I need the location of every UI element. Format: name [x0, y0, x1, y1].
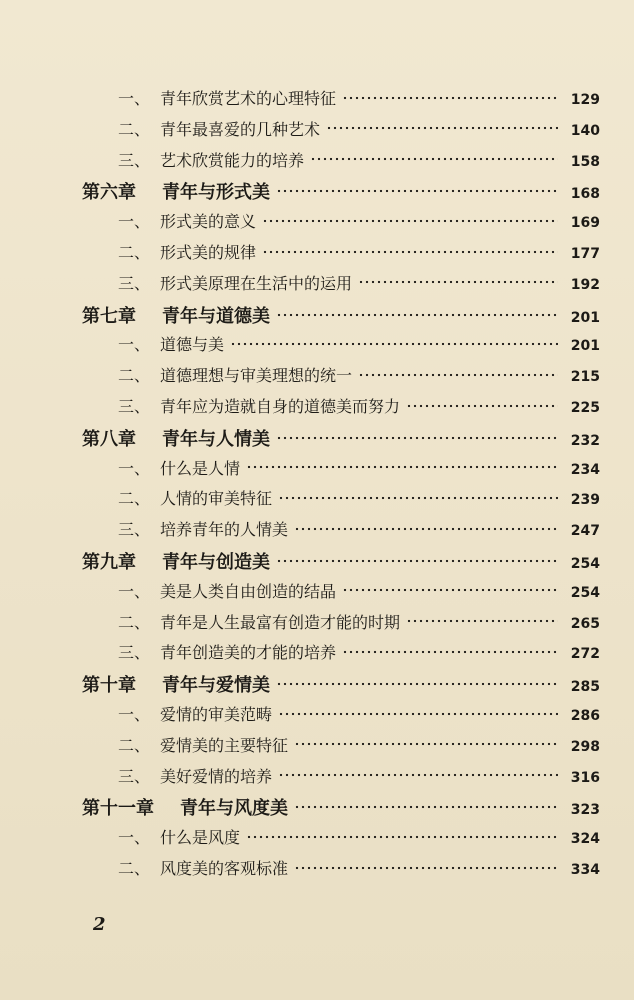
section-title: 青年欣赏艺术的心理特征 [160, 89, 337, 108]
section-number: 三、 [118, 520, 151, 540]
chapter-number: 第六章 [82, 182, 136, 204]
toc-section-row [0, 271, 600, 294]
section-number: 二、 [118, 735, 151, 755]
section-title: 青年创造美的才能的培养 [160, 643, 337, 663]
toc-section-row [0, 856, 600, 879]
toc-page-number: 265 [570, 615, 600, 632]
toc-page-number: 215 [570, 369, 600, 386]
toc-section-row [0, 486, 600, 509]
toc-section-row [0, 456, 600, 479]
section-number: 三、 [118, 150, 151, 170]
toc-section-row [0, 610, 600, 633]
toc-page-number: 232 [570, 432, 600, 449]
toc-section-row [0, 148, 600, 171]
dot-leader [294, 866, 558, 870]
dot-leader [262, 219, 558, 223]
toc-page-number: 323 [570, 802, 600, 819]
toc-page-number: 158 [570, 153, 600, 170]
dot-leader [310, 157, 558, 161]
toc-chapter-row [0, 794, 600, 820]
toc-page-number: 169 [570, 215, 600, 232]
page-number: 2 [93, 914, 106, 935]
toc-page-number: 201 [570, 338, 600, 355]
toc-page-number: 177 [570, 246, 600, 262]
dot-leader [294, 742, 558, 746]
section-title: 青年应为造就自身的道德美而努力 [160, 397, 401, 416]
chapter-title: 青年与人情美 [162, 428, 270, 450]
toc-page-number: 254 [570, 584, 600, 601]
chapter-number: 第十章 [82, 675, 136, 697]
dot-leader [276, 559, 558, 563]
chapter-number: 第八章 [82, 428, 136, 450]
toc-page-number: 334 [570, 862, 600, 878]
chapter-number: 第九章 [82, 552, 136, 573]
dot-leader [294, 805, 558, 809]
toc-page-number: 192 [570, 276, 600, 293]
dot-leader [246, 465, 558, 469]
dot-leader [406, 404, 558, 408]
toc-section-row [0, 764, 600, 787]
toc-section-row [0, 825, 600, 848]
dot-leader [278, 496, 558, 500]
toc-page-number: 298 [570, 738, 600, 755]
dot-leader [276, 189, 558, 193]
toc-page-number: 285 [570, 679, 600, 696]
section-title: 艺术欣赏能力的培养 [160, 150, 305, 170]
chapter-title: 青年与形式美 [162, 182, 270, 204]
dot-leader [342, 650, 558, 654]
section-title: 形式美的意义 [160, 212, 257, 232]
section-title: 风度美的客观标准 [160, 859, 289, 878]
section-number: 一、 [118, 335, 151, 355]
section-number: 二、 [118, 489, 151, 509]
section-number: 一、 [118, 212, 151, 232]
toc-page-number: 247 [570, 523, 600, 540]
section-number: 二、 [118, 243, 151, 262]
toc-page-number: 324 [570, 831, 600, 848]
section-number: 三、 [118, 273, 151, 293]
toc-section-row [0, 733, 600, 756]
section-number: 二、 [118, 859, 151, 878]
toc-section-row [0, 117, 600, 140]
toc-page-number: 168 [570, 186, 600, 203]
toc-section-row [0, 702, 600, 725]
dot-leader [406, 619, 558, 623]
section-number: 一、 [118, 705, 151, 724]
chapter-title: 青年与创造美 [162, 552, 270, 573]
section-number: 二、 [118, 119, 151, 139]
toc-section-row [0, 363, 600, 386]
toc-chapter-row [0, 302, 600, 328]
section-title: 什么是人情 [160, 458, 241, 478]
chapter-title: 青年与道德美 [162, 305, 270, 327]
section-number: 三、 [118, 766, 151, 786]
toc-chapter-row [0, 671, 600, 697]
dot-leader [358, 280, 558, 284]
section-title: 美是人类自由创造的结晶 [160, 581, 337, 601]
section-title: 道德与美 [160, 335, 225, 355]
toc-chapter-row [0, 548, 600, 574]
toc-page-number: 234 [570, 461, 600, 478]
section-number: 一、 [118, 581, 151, 601]
toc-section-row [0, 240, 600, 263]
dot-leader [278, 773, 558, 777]
toc-page-number: 286 [570, 708, 600, 724]
chapter-title: 青年与爱情美 [162, 675, 270, 697]
dot-leader [246, 835, 558, 839]
dot-leader [278, 712, 558, 716]
section-number: 二、 [118, 366, 151, 386]
dot-leader [326, 126, 558, 130]
dot-leader [262, 250, 558, 254]
section-title: 形式美的规律 [160, 243, 257, 262]
toc-section-row [0, 640, 600, 663]
dot-leader [276, 313, 558, 317]
toc-chapter-row [0, 178, 600, 204]
toc-page-number: 140 [570, 122, 600, 139]
section-number: 一、 [118, 458, 151, 478]
toc-chapter-row [0, 425, 600, 451]
toc-page-number: 316 [570, 769, 600, 786]
section-title: 爱情的审美范畴 [160, 705, 273, 724]
dot-leader [276, 436, 558, 440]
toc-page-number: 254 [570, 556, 600, 572]
section-title: 美好爱情的培养 [160, 766, 273, 786]
toc-page-number: 225 [570, 400, 600, 416]
toc-section-row [0, 86, 600, 109]
section-number: 二、 [118, 612, 151, 632]
dot-leader [358, 373, 558, 377]
dot-leader [342, 588, 558, 592]
toc-page-number: 129 [570, 92, 600, 108]
section-number: 三、 [118, 397, 151, 416]
toc-section-row [0, 332, 600, 355]
section-title: 青年是人生最富有创造才能的时期 [160, 612, 401, 632]
chapter-title: 青年与风度美 [180, 798, 288, 820]
section-title: 青年最喜爱的几种艺术 [160, 119, 321, 139]
section-number: 三、 [118, 643, 151, 663]
toc-section-row [0, 579, 600, 602]
section-title: 形式美原理在生活中的运用 [160, 273, 353, 293]
section-title: 爱情美的主要特征 [160, 735, 289, 755]
section-title: 人情的审美特征 [160, 489, 273, 509]
toc-page-number: 239 [570, 492, 600, 509]
section-title: 什么是风度 [160, 828, 241, 848]
section-title: 培养青年的人情美 [160, 520, 289, 540]
dot-leader [342, 96, 558, 100]
chapter-number: 第十一章 [82, 798, 154, 820]
toc-page-number: 201 [570, 309, 600, 326]
toc-page-number: 272 [570, 646, 600, 663]
toc-section-row [0, 394, 600, 417]
section-title: 道德理想与审美理想的统一 [160, 366, 353, 386]
dot-leader [230, 342, 558, 346]
dot-leader [276, 682, 558, 686]
toc-section-row [0, 209, 600, 232]
chapter-number: 第七章 [82, 305, 136, 327]
dot-leader [294, 527, 558, 531]
section-number: 一、 [118, 89, 151, 108]
toc-section-row [0, 517, 600, 540]
section-number: 一、 [118, 828, 151, 848]
